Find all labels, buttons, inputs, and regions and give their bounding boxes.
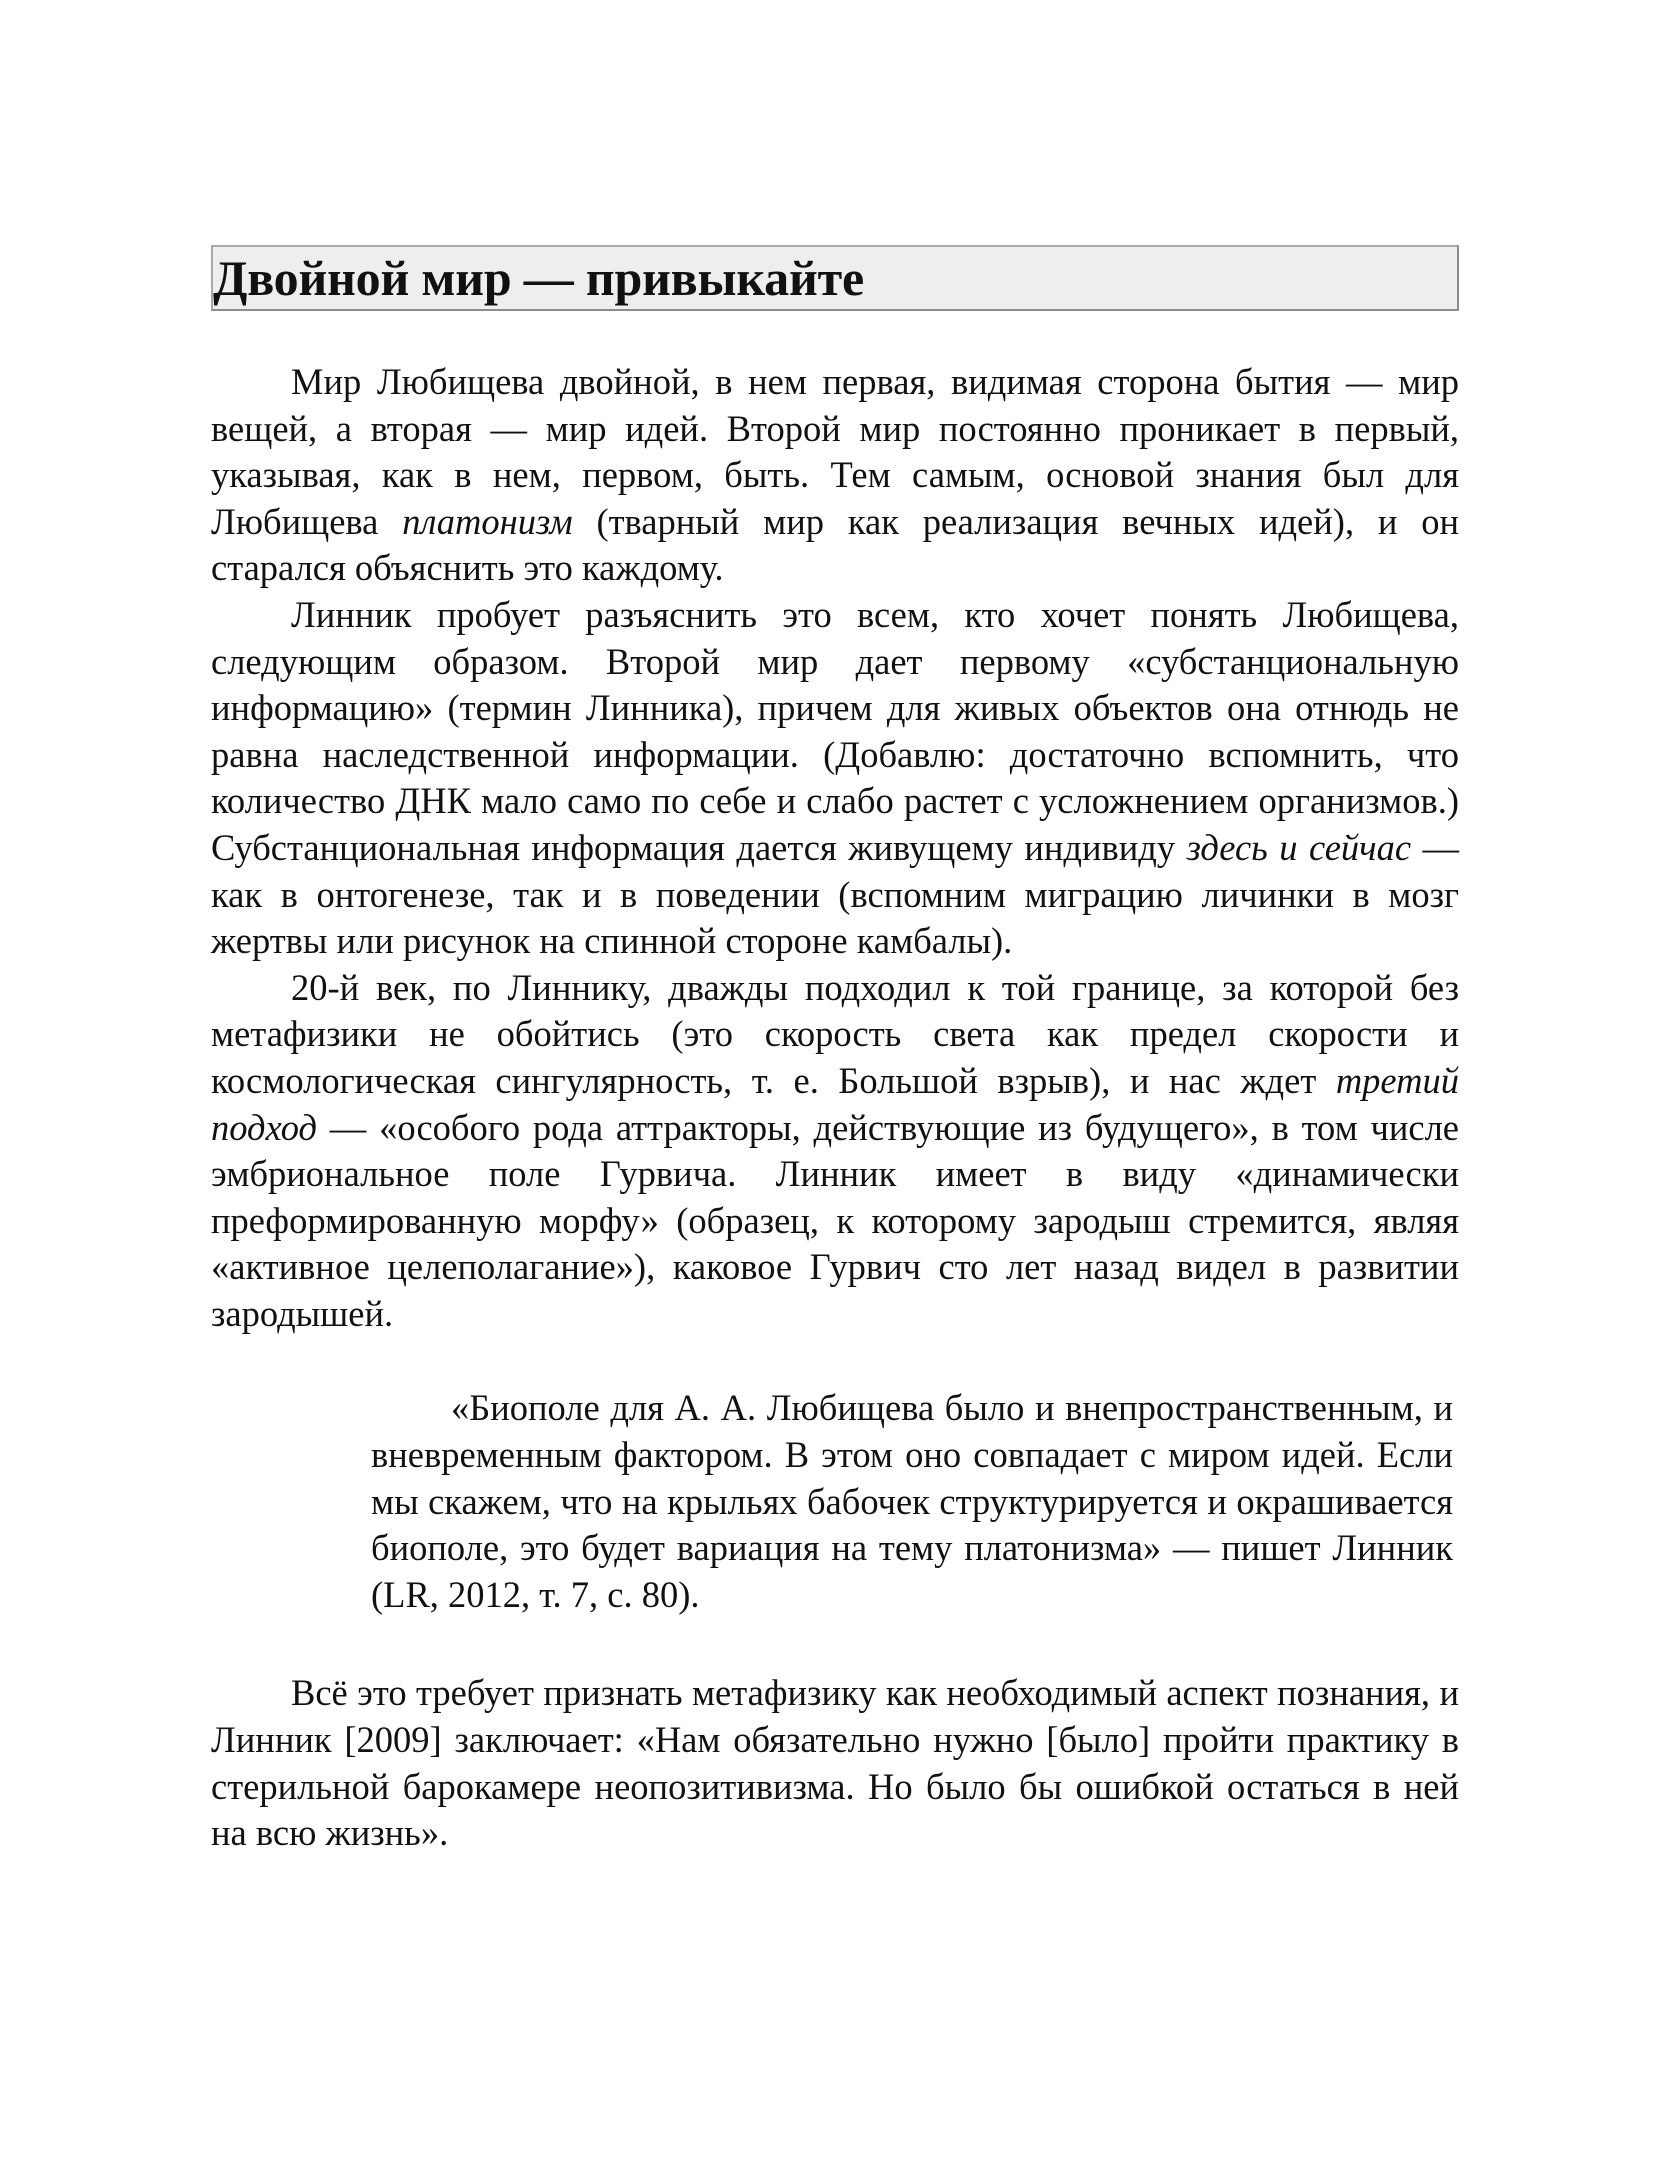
paragraph-text: Мир Любищева двойной, в нем первая, видимая сторона бытия — мир вещей, а вторая — мир идей. Второй мир постоянно проникает в первый, указывая, как в нем, первом, быть. Тем самым, основой знания был для Любищева bbox=[211, 361, 1459, 542]
paragraph-text: Линник пробует разъяснить это всем, кто хочет понять Любищева, следующим образом. Второй мир дает первому «субстанциональную информацию» (термин Линника), причем для живых объектов она отнюдь не равна наследственной информации. (Добавлю: достаточно вспомнить, что количество ДНК мало само по себе и слабо растет с усложнением организмов.) Субстанциональная информация дается живущему индивиду bbox=[211, 593, 1459, 868]
paragraph-text: — как в онтогенезе, так и в поведении (вспомним миграцию личинки в мозг жертвы или рисунок на спинной стороне камбалы). bbox=[211, 826, 1460, 962]
section-title-box bbox=[211, 245, 1459, 311]
document-page bbox=[211, 245, 1459, 1857]
paragraph-1 bbox=[211, 359, 1459, 592]
closing-paragraph: Всё это требует признать метафизику как необходимый аспект познания, и Линник [2009] заключает: «Нам обязательно нужно [было] пройти практику в стерильной барокамере неопозитивизма. Но было бы ошибкой остаться в ней на всю жизнь». bbox=[211, 1672, 1459, 1854]
paragraph-3 bbox=[211, 965, 1459, 1338]
italic-term: здесь и сейчас bbox=[1186, 826, 1412, 868]
paragraph-text: 20-й век, по Линнику, дважды подходил к той границе, за которой без метафизики не обойтись (это скорость света как предел скорости и космологическая сингулярность, т. е. Большой взрыв), и нас ждет bbox=[211, 966, 1459, 1101]
body-text bbox=[211, 359, 1459, 1337]
paragraph-text: — «особого рода аттракторы, действующие из будущего», в том числе эмбриональное поле Гурвича. Линник имеет в виду «динамически преформированную морфу» (образец, к которому зародыш стремится, являя «активное целеполагание»), каковое Гурвич сто лет назад видел в развитии зародышей. bbox=[211, 1106, 1459, 1334]
italic-term: третий подход bbox=[211, 1059, 1459, 1148]
italic-term: платонизм bbox=[402, 500, 573, 542]
paragraph-text: (тварный мир как реализация вечных идей), и он старался объяснить это каждому. bbox=[211, 500, 1459, 589]
paragraph-2 bbox=[211, 592, 1459, 965]
section-title: Двойной мир — привыкайте bbox=[213, 250, 864, 306]
blockquote: «Биополе для А. А. Любищева было и внепространственным, и вневременным фактором. В этом оно совпадает с миром идей. Если мы скажем, что на крыльях бабочек структурируется и окрашивается биополе, это будет вариация на тему платонизма» — пишет Линник (LR, 2012, т. 7, с. 80). bbox=[371, 1387, 1453, 1615]
